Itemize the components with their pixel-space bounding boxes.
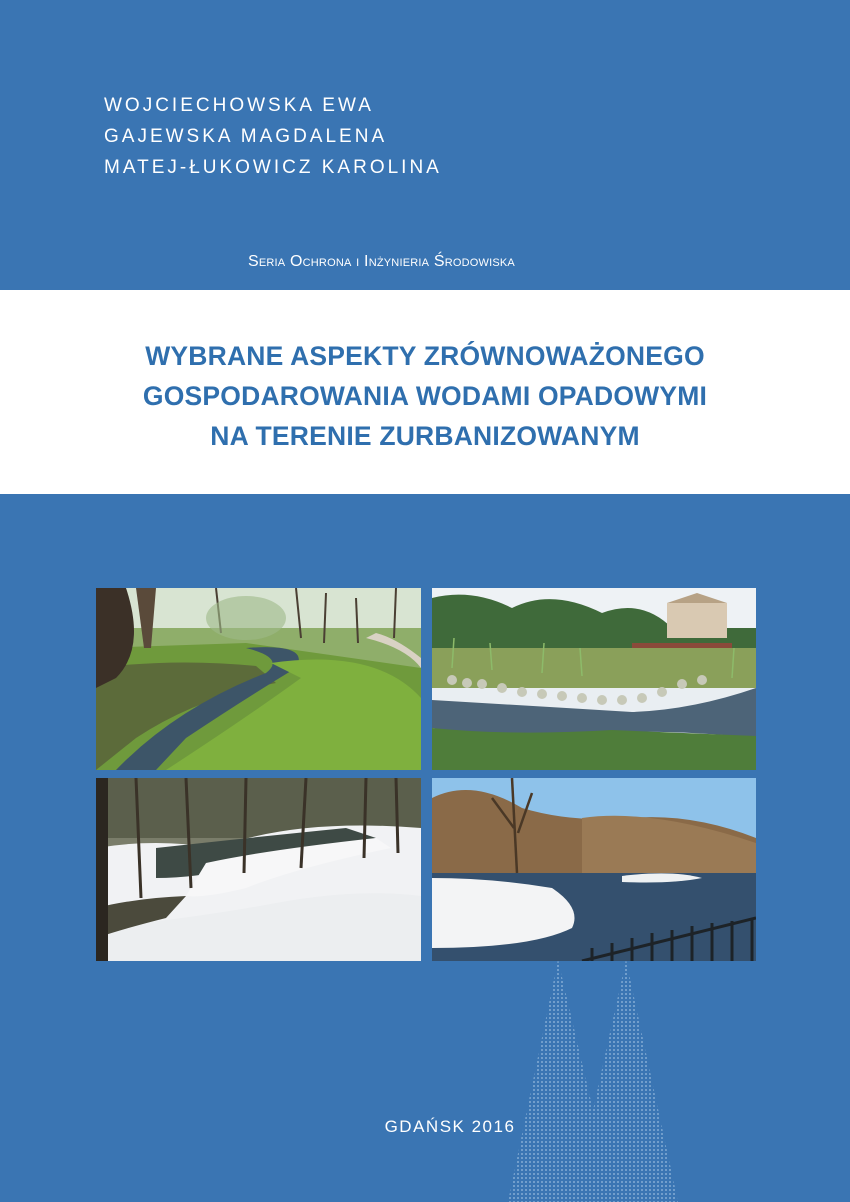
pond-with-stone-edge-and-bridge-photo bbox=[432, 588, 756, 770]
book-title bbox=[0, 336, 850, 456]
snowy-pond-with-fence-photo bbox=[432, 778, 756, 961]
title-line-3: NA TERENIE ZURBANIZOWANYM bbox=[210, 421, 640, 451]
place-and-year: GDAŃSK 2016 bbox=[384, 1117, 516, 1136]
snowy-stream-in-forest-photo bbox=[96, 778, 421, 961]
stream-with-grassy-banks-photo bbox=[96, 588, 421, 770]
author-1: WOJCIECHOWSKA EWA bbox=[104, 95, 374, 116]
title-line-1: WYBRANE ASPEKTY ZRÓWNOWAŻONEGO bbox=[145, 341, 705, 371]
author-3: MATEJ-ŁUKOWICZ KAROLINA bbox=[104, 157, 442, 178]
author-2: GAJEWSKA MAGDALENA bbox=[104, 126, 388, 147]
title-line-2: GOSPODAROWANIA WODAMI OPADOWYMI bbox=[142, 381, 708, 411]
series-name: Seria Ochrona i Inżynieria Środowiska bbox=[248, 253, 515, 270]
spires-decoration bbox=[508, 960, 678, 1202]
author-list bbox=[104, 90, 442, 183]
